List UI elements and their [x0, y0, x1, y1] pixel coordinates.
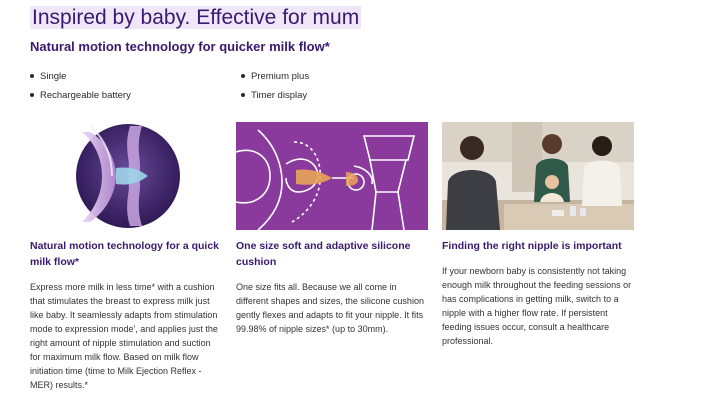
feature-item-rechargeable-battery: Rechargeable battery: [30, 89, 131, 108]
silicone-cushion-image: [236, 122, 428, 230]
feature-item-single: Single: [30, 70, 131, 89]
card-heading: Natural motion technology for a quick milk flow*: [30, 240, 220, 268]
natural-motion-image: [30, 122, 222, 230]
feature-card-right-nipple: [442, 122, 638, 348]
card-body: One size fits all. Because we all come in different shapes and sizes, the silicone cushion gently flexes and adapts to fit your nipple. It fits 99.98% of nipple sizes* (up to 30mm).: [236, 282, 424, 334]
feature-item-premium-plus: Premium plus: [241, 70, 309, 89]
page-subtitle: Natural motion technology for quicker milk flow*: [30, 39, 330, 54]
page-title: [30, 4, 361, 32]
card-heading: One size soft and adaptive silicone cushion: [236, 240, 411, 268]
breast-cushion-illustration: [30, 122, 222, 230]
feature-card-natural-motion: [30, 122, 226, 392]
breast-pump-line-illustration: [236, 122, 428, 230]
family-photo-image: [442, 122, 634, 230]
feature-card-silicone-cushion: [236, 122, 432, 336]
card-body: Express more milk in less time* with a cushion that stimulates the breast to express milk just like baby. It seamlessly adapts from stimulation mode to expression mode', and applies just the right amount of nipple stimulation and suction for maximum milk flow. Based on milk flow initiation time (time to Milk Ejection Reflex - MER) results.*: [30, 282, 218, 390]
feature-item-timer-display: Timer display: [241, 89, 309, 108]
family-with-baby-photo: [442, 122, 634, 230]
feature-list-right: [241, 70, 309, 108]
card-heading: Finding the right nipple is important: [442, 240, 622, 252]
feature-list-left: [30, 70, 131, 108]
page-title-text: Inspired by baby. Effective for mum: [32, 6, 360, 29]
card-body: If your newborn baby is consistently not taking enough milk throughout the feeding sessions or has complications in getting milk, switch to a nipple with a higher flow rate. If persistent feeding issues occur, consult a healthcare professional.: [442, 266, 632, 346]
